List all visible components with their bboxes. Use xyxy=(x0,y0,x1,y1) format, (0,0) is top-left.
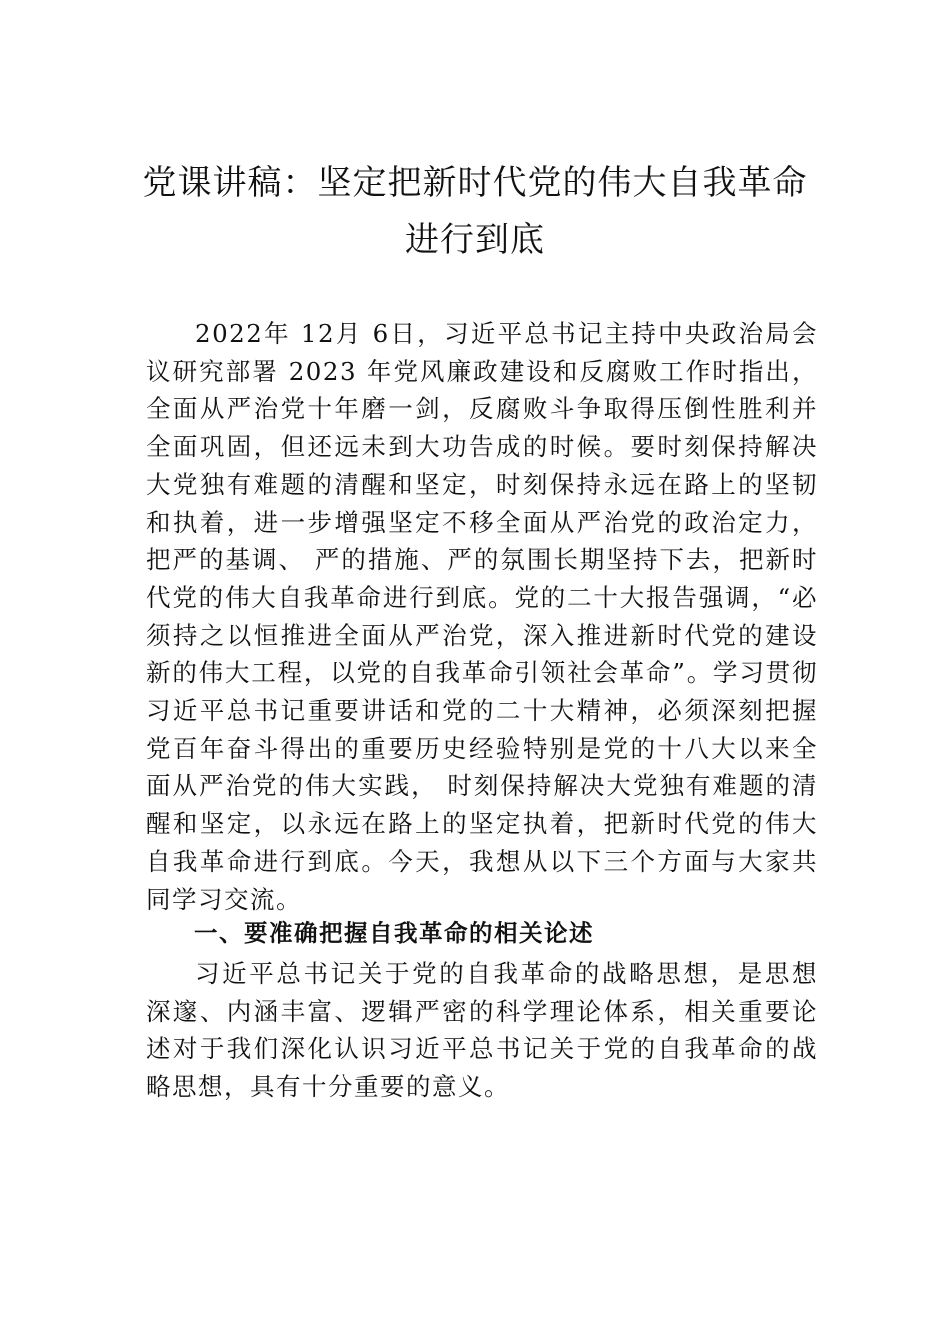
section-paragraph: 习近平总书记关于党的自我革命的战略思想，是思想深邃、内涵丰富、逻辑严密的科学理论体系，相关重要论述对于我们深化认识习近平总书记关于党的自我革命的战略思想，具有十分重要的意义。 xyxy=(146,959,818,1102)
section-heading: 一、要准确把握自我革命的相关论述 xyxy=(194,919,594,947)
document-title: 党课讲稿：坚定把新时代党的伟大自我革命进行到底 xyxy=(142,163,808,260)
section-body xyxy=(146,955,818,1106)
intro-section xyxy=(146,315,818,918)
intro-paragraph: 2022年 12月 6日，习近平总书记主持中央政治局会议研究部署 2023 年党风廉政建设和反腐败工作时指出，全面从严治党十年磨一剑，反腐败斗争取得压倒性胜利并全面巩固，但还远未到大功告成的时候。要时刻保持解决大党独有难题的清醒和坚定，时刻保持永远在路上的坚韧和执着，进一步增强坚定不移全面从严治党的政治定力，把严的基调、 严的措施、严的氛围长期坚持下去，把新时代党的伟大自我革命进行到底。党的二十大报告强调，“必须持之以恒推进全面从严治党，深入推进新时代党的建设新的伟大工程，以党的自我革命引领社会革命”。学习贯彻习近平总书记重要讲话和党的二十大精神，必须深刻把握党百年奋斗得出的重要历史经验特别是党的十八大以来全面从严治党的伟大实践， 时刻保持解决大党独有难题的清醒和坚定，以永远在路上的坚定执着，把新时代党的伟大自我革命进行到底。今天，我想从以下三个方面与大家共同学习交流。 xyxy=(146,319,818,914)
